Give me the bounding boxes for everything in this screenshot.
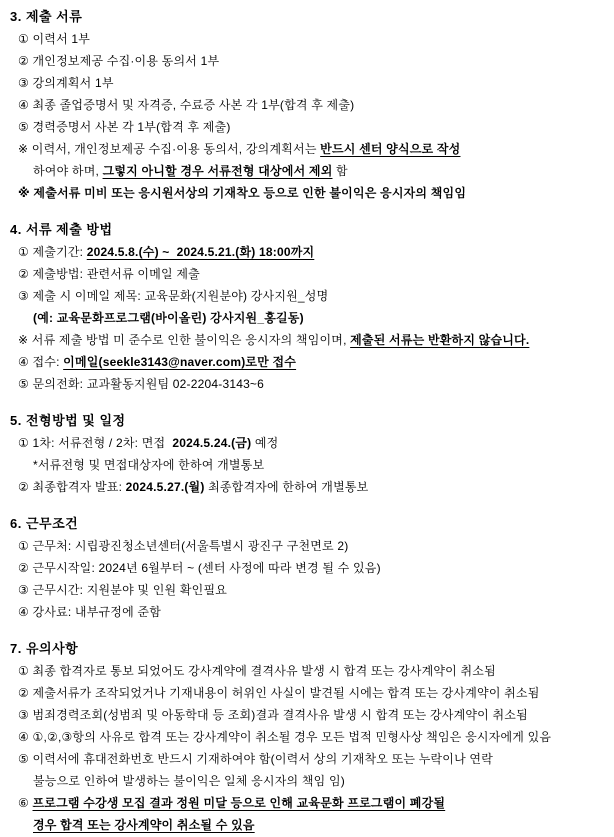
text-segment: 2024.5.27.(월)	[125, 480, 205, 494]
doc-line	[10, 748, 608, 770]
doc-line	[10, 351, 608, 373]
text-segment: ※ 제출서류 미비 또는 응시원서상의 기재착오 등으로 인한 불이익은 응시자의 책임임	[18, 186, 467, 200]
text-segment: 경우 합격 또는 강사계약이 취소될 수 있음	[33, 818, 255, 832]
doc-line	[10, 50, 608, 72]
text-segment: 2024.5.24.(금)	[172, 436, 252, 450]
section-working-conditions	[10, 513, 608, 623]
doc-line	[10, 535, 608, 557]
text-segment: 불능으로 인하여 발생하는 불이익은 일체 응시자의 책임 임)	[33, 774, 345, 788]
text-segment: ③ 강의계획서 1부	[18, 76, 114, 90]
doc-line	[10, 241, 608, 263]
doc-line	[10, 329, 608, 351]
doc-line	[10, 601, 608, 623]
text-segment: ② 개인정보제공 수집·이용 동의서 1부	[18, 54, 220, 68]
doc-line	[10, 138, 608, 160]
text-segment: 제출된 서류는 반환하지 않습니다.	[350, 333, 530, 347]
text-segment: 하여야 하며,	[33, 164, 103, 178]
text-segment: ③ 근무시간: 지원분야 및 인원 확인필요	[18, 583, 228, 597]
doc-line	[10, 263, 608, 285]
text-segment: 최종합격자에 한하여 개별통보	[204, 480, 369, 494]
doc-line	[10, 792, 608, 814]
text-segment: ② 근무시작일: 2024년 6월부터 ~ (센터 사정에 따라 변경 될 수 있음)	[18, 561, 381, 575]
doc-line	[10, 682, 608, 704]
doc-line	[10, 770, 608, 792]
section-submission-method	[10, 219, 608, 395]
text-segment: ② 제출서류가 조작되었거나 기재내용이 허위인 사실이 발견될 시에는 합격 또는 강사계약이 취소됨	[18, 686, 540, 700]
text-segment: 함	[332, 164, 348, 178]
text-segment: ① 제출기간:	[18, 245, 87, 259]
doc-line	[10, 579, 608, 601]
section-heading-submission-documents: 3. 제출 서류	[10, 9, 83, 24]
text-segment: ④ 최종 졸업증명서 및 자격증, 수료증 사본 각 1부(합격 후 제출)	[18, 98, 355, 112]
doc-line	[10, 726, 608, 748]
doc-line	[10, 285, 608, 307]
doc-line	[10, 160, 608, 182]
text-segment: *서류전형 및 면접대상자에 한하여 개별통보	[33, 458, 265, 472]
doc-line	[10, 704, 608, 726]
text-segment: ② 제출방법: 관련서류 이메일 제출	[18, 267, 200, 281]
doc-line	[10, 454, 608, 476]
section-notes	[10, 638, 608, 836]
text-segment: ③ 제출 시 이메일 제목: 교육문화(지원분야) 강사지원_성명	[18, 289, 329, 303]
text-segment: 프로그램 수강생 모집 결과 정원 미달 등으로 인해 교육문화 프로그램이 폐강될	[32, 796, 446, 810]
text-segment: ③ 범죄경력조회(성범죄 및 아동학대 등 조회)결과 결격사유 발생 시 합격 또는 강사계약이 취소됨	[18, 708, 528, 722]
doc-line	[10, 814, 608, 836]
section-submission-documents	[10, 6, 608, 204]
text-segment: 반드시 센터 양식으로 작성	[320, 142, 461, 156]
text-segment: ⑤ 이력서에 휴대전화번호 반드시 기재하여야 함(이력서 상의 기재착오 또는 누락이나 연락	[18, 752, 494, 766]
section-heading-selection-schedule: 5. 전형방법 및 일정	[10, 413, 126, 428]
doc-line	[10, 557, 608, 579]
text-segment: ④ ①,②,③항의 사유로 합격 또는 강사계약이 취소될 경우 모든 법적 민형사상 책임은 응시자에게 있음	[18, 730, 552, 744]
text-segment: ① 이력서 1부	[18, 32, 91, 46]
doc-line	[10, 476, 608, 498]
doc-line	[10, 373, 608, 395]
text-segment: ① 1차: 서류전형 / 2차: 면접	[18, 436, 173, 450]
section-heading-working-conditions: 6. 근무조건	[10, 516, 79, 531]
text-segment: 그렇지 아니할 경우 서류전형 대상에서 제외	[102, 164, 333, 178]
text-segment: 이메일(seekle3143@naver.com)로만 접수	[63, 355, 297, 369]
doc-line	[10, 660, 608, 682]
doc-line	[10, 72, 608, 94]
text-segment: ※ 서류 제출 방법 미 준수로 인한 불이익은 응시자의 책임이며,	[18, 333, 351, 347]
text-segment: 예정	[251, 436, 279, 450]
doc-line	[10, 432, 608, 454]
section-heading-notes: 7. 유의사항	[10, 641, 79, 656]
doc-line	[10, 28, 608, 50]
text-segment: ※ 이력서, 개인정보제공 수집·이용 동의서, 강의계획서는	[18, 142, 321, 156]
text-segment: (예: 교육문화프로그램(바이올린) 강사지원_홍길동)	[33, 311, 304, 325]
text-segment: 2024.5.8.(수) ~ 2024.5.21.(화) 18:00까지	[86, 245, 315, 259]
text-segment: ① 최종 합격자로 통보 되었어도 강사계약에 결격사유 발생 시 합격 또는 강사계약이 취소됨	[18, 664, 496, 678]
text-segment: ② 최종합격자 발표:	[18, 480, 126, 494]
text-segment: ⑤ 문의전화: 교과활동지원팀 02-2204-3143~6	[18, 377, 265, 391]
doc-line	[10, 307, 608, 329]
text-segment: ⑥	[18, 796, 33, 810]
doc-line	[10, 116, 608, 138]
text-segment: ④ 강사료: 내부규정에 준함	[18, 605, 162, 619]
section-heading-submission-method: 4. 서류 제출 방법	[10, 222, 113, 237]
section-selection-schedule	[10, 410, 608, 498]
text-segment: ⑤ 경력증명서 사본 각 1부(합격 후 제출)	[18, 120, 231, 134]
doc-line	[10, 94, 608, 116]
text-segment: ① 근무처: 시립광진청소년센터(서울특별시 광진구 구천면로 2)	[18, 539, 349, 553]
text-segment: ④ 접수:	[18, 355, 64, 369]
doc-line	[10, 182, 608, 204]
